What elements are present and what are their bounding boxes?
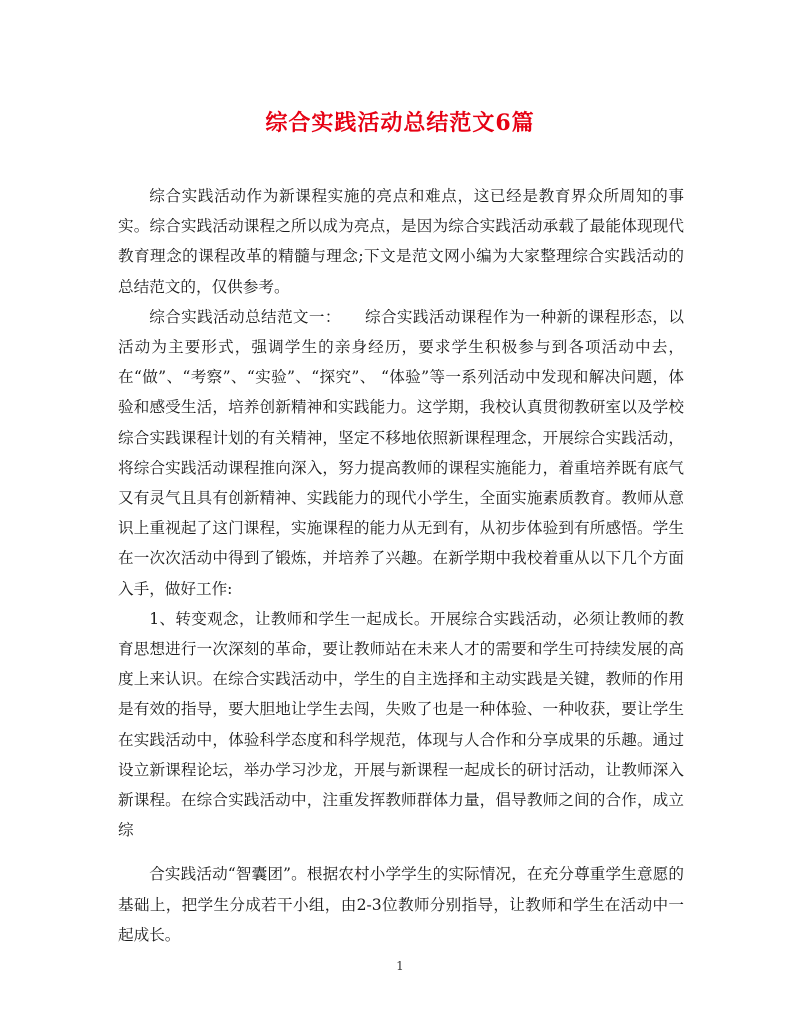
document-title: 综合实践活动总结范文6篇 — [265, 110, 535, 136]
page-number: 1 — [396, 959, 404, 973]
paragraph-gap — [118, 845, 684, 859]
sample-one-paragraph: 综合实践活动总结范文一： 综合实践活动课程作为一种新的课程形态，以活动为主要形式，强调学生的亲身经历，要求学生积极参与到各项活动中去，在“做”、“考察”、“实验”、“探究”、 “体验”等一系列活动中发现和解决问题，体验和感受生活，培养创新精神和实践能力。这学期，我校认真贯彻教研室以及学校综合实践课程计划的有关精神，坚定不移地依照新课程理念，开展综合实践活动，将综合实践活动课程推向深入，努力提高教师的课程实施能力，着重培养既有底气又有灵气且具有创新精神、实践能力的现代小学生，全面实施素质教育。教师从意识上重视起了这门课程，实施课程的能力从无到有，从初步体验到有所感悟。学生在一次次活动中得到了锻炼，并培养了兴趣。在新学期中我校着重从以下几个方面入手，做好工作: — [118, 307, 684, 598]
point-one-paragraph: 1、转变观念，让教师和学生一起成长。开展综合实践活动，必须让教师的教育思想进行一次深刻的革命，要让教师站在未来人才的需要和学生可持续发展的高度上来认识。在综合实践活动中，学生的自主选择和主动实践是关键，教师的作用是有效的指导，要大胆地让学生去闯，失败了也是一种体验、一种收获，要让学生在实践活动中，体验科学态度和科学规范，体现与人合作和分享成果的乐趣。通过设立新课程论坛，举办学习沙龙，开展与新课程一起成长的研讨活动，让教师深入新课程。在综合实践活动中，注重发挥教师群体力量，倡导教师之间的合作，成立综 — [118, 609, 684, 840]
document-body — [118, 181, 684, 950]
intro-paragraph: 综合实践活动作为新课程实施的亮点和难点，这已经是教育界众所周知的事实。综合实践活动课程之所以成为亮点，是因为综合实践活动承载了最能体现现代教育理念的课程改革的精髓与理念;下文是范文网小编为大家整理综合实践活动的总结范文的，仅供参考。 — [118, 187, 684, 296]
continuation-paragraph: 合实践活动“智囊团”。根据农村小学学生的实际情况，在充分尊重学生意愿的基础上，把学生分成若干小组，由2-3位教师分别指导，让教师和学生在活动中一起成长。 — [118, 865, 684, 944]
